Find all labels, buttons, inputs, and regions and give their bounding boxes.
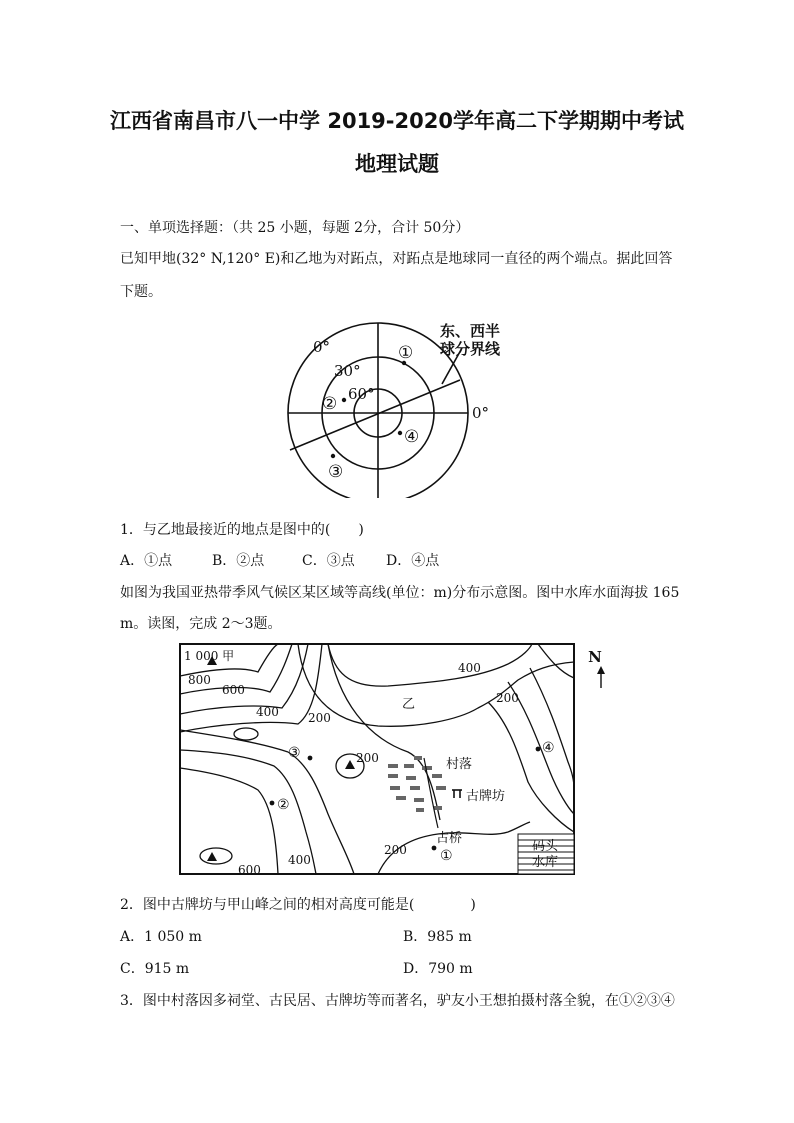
peak-label: 1 000 甲: [184, 649, 235, 663]
section-heading: 一、单项选择题：（共 25 小题，每题 2分，合计 50分）: [120, 220, 470, 236]
marker-4: ④: [542, 740, 555, 756]
point-3-dot: [308, 756, 313, 761]
marker-3: ③: [288, 745, 301, 761]
point-4-dot: [536, 747, 541, 752]
exam-title: 江西省南昌市八一中学 2019-2020学年高二下学期期中考试: [110, 109, 684, 133]
exam-subject: 地理试题: [355, 152, 439, 176]
marker-2: ②: [277, 797, 290, 813]
north-arrow-icon: [588, 648, 605, 688]
contour-label-400a: 400: [256, 705, 279, 719]
contour-label-200a: 200: [308, 711, 331, 725]
contour-label-800: 800: [188, 673, 211, 687]
marker-2: ②: [322, 394, 338, 414]
q1-option-d: D．④点: [386, 553, 440, 569]
q2-option-c: C．915 m: [120, 961, 190, 977]
contour-label-600c: 600: [238, 863, 261, 877]
passage-2-line1: 如图为我国亚热带季风气候区某区域等高线(单位：m)分布示意图。图中水库水面海拔 165: [120, 585, 680, 601]
hill-label-200: 200: [356, 751, 379, 765]
contour-label-200c: 200: [384, 843, 407, 857]
bridge-label: 古桥: [436, 831, 463, 846]
contour-label-600: 600: [222, 683, 245, 697]
archway-label: 古牌坊: [466, 789, 506, 804]
point-2-dot: [342, 398, 346, 402]
callout-text-line1: 东、西半: [440, 322, 501, 340]
marker-3: ③: [328, 462, 344, 482]
q1-option-c: C．③点: [302, 553, 355, 569]
reservoir-label: 水库: [532, 855, 559, 870]
label-60: 60°: [348, 385, 375, 403]
question-1-stem: 1．与乙地最接近的地点是图中的( ): [120, 522, 364, 538]
contour-map-figure: [178, 642, 618, 878]
question-2-stem: 2．图中古牌坊与甲山峰之间的相对高度可能是( ): [120, 897, 476, 913]
label-30: 30°: [334, 362, 361, 380]
point-2-dot: [270, 801, 275, 806]
q2-option-d: D．790 m: [403, 961, 473, 977]
village-label: 村落: [446, 757, 473, 772]
contour-label-200b: 200: [496, 691, 519, 705]
intro-text-line2: 下题。: [120, 284, 162, 300]
callout-text-line2: 球分界线: [440, 340, 501, 358]
point-1-dot: [432, 846, 437, 851]
point-4-dot: [398, 431, 402, 435]
q2-option-a: A．1 050 m: [120, 929, 202, 945]
q2-option-b: B．985 m: [403, 929, 472, 945]
passage-2-line2: m。读图，完成 2～3题。: [120, 616, 282, 632]
contour-label-400b: 400: [458, 661, 481, 675]
intro-text-line1: 已知甲地(32° N,120° E)和乙地为对跖点，对跖点是地球同一直径的两个端点。据此回答: [120, 251, 673, 267]
place-yi: 乙: [402, 697, 416, 712]
marker-1: ①: [440, 848, 453, 864]
point-3-dot: [331, 454, 335, 458]
svg-text:N: N: [588, 648, 602, 666]
wharf-label: 码头: [532, 839, 559, 854]
q1-option-a: A．①点: [120, 553, 173, 569]
contour-label-400c: 400: [288, 853, 311, 867]
q1-option-b: B．②点: [212, 553, 265, 569]
label-0-left: 0°: [313, 338, 331, 356]
question-3-stem: 3．图中村落因多祠堂、古民居、古牌坊等而著名，驴友小王想拍摄村落全貌，在①②③④: [120, 993, 675, 1009]
marker-4: ④: [404, 427, 420, 447]
marker-1: ①: [398, 343, 414, 363]
label-0-right: 0°: [472, 404, 490, 422]
polar-projection-figure: [280, 318, 530, 498]
